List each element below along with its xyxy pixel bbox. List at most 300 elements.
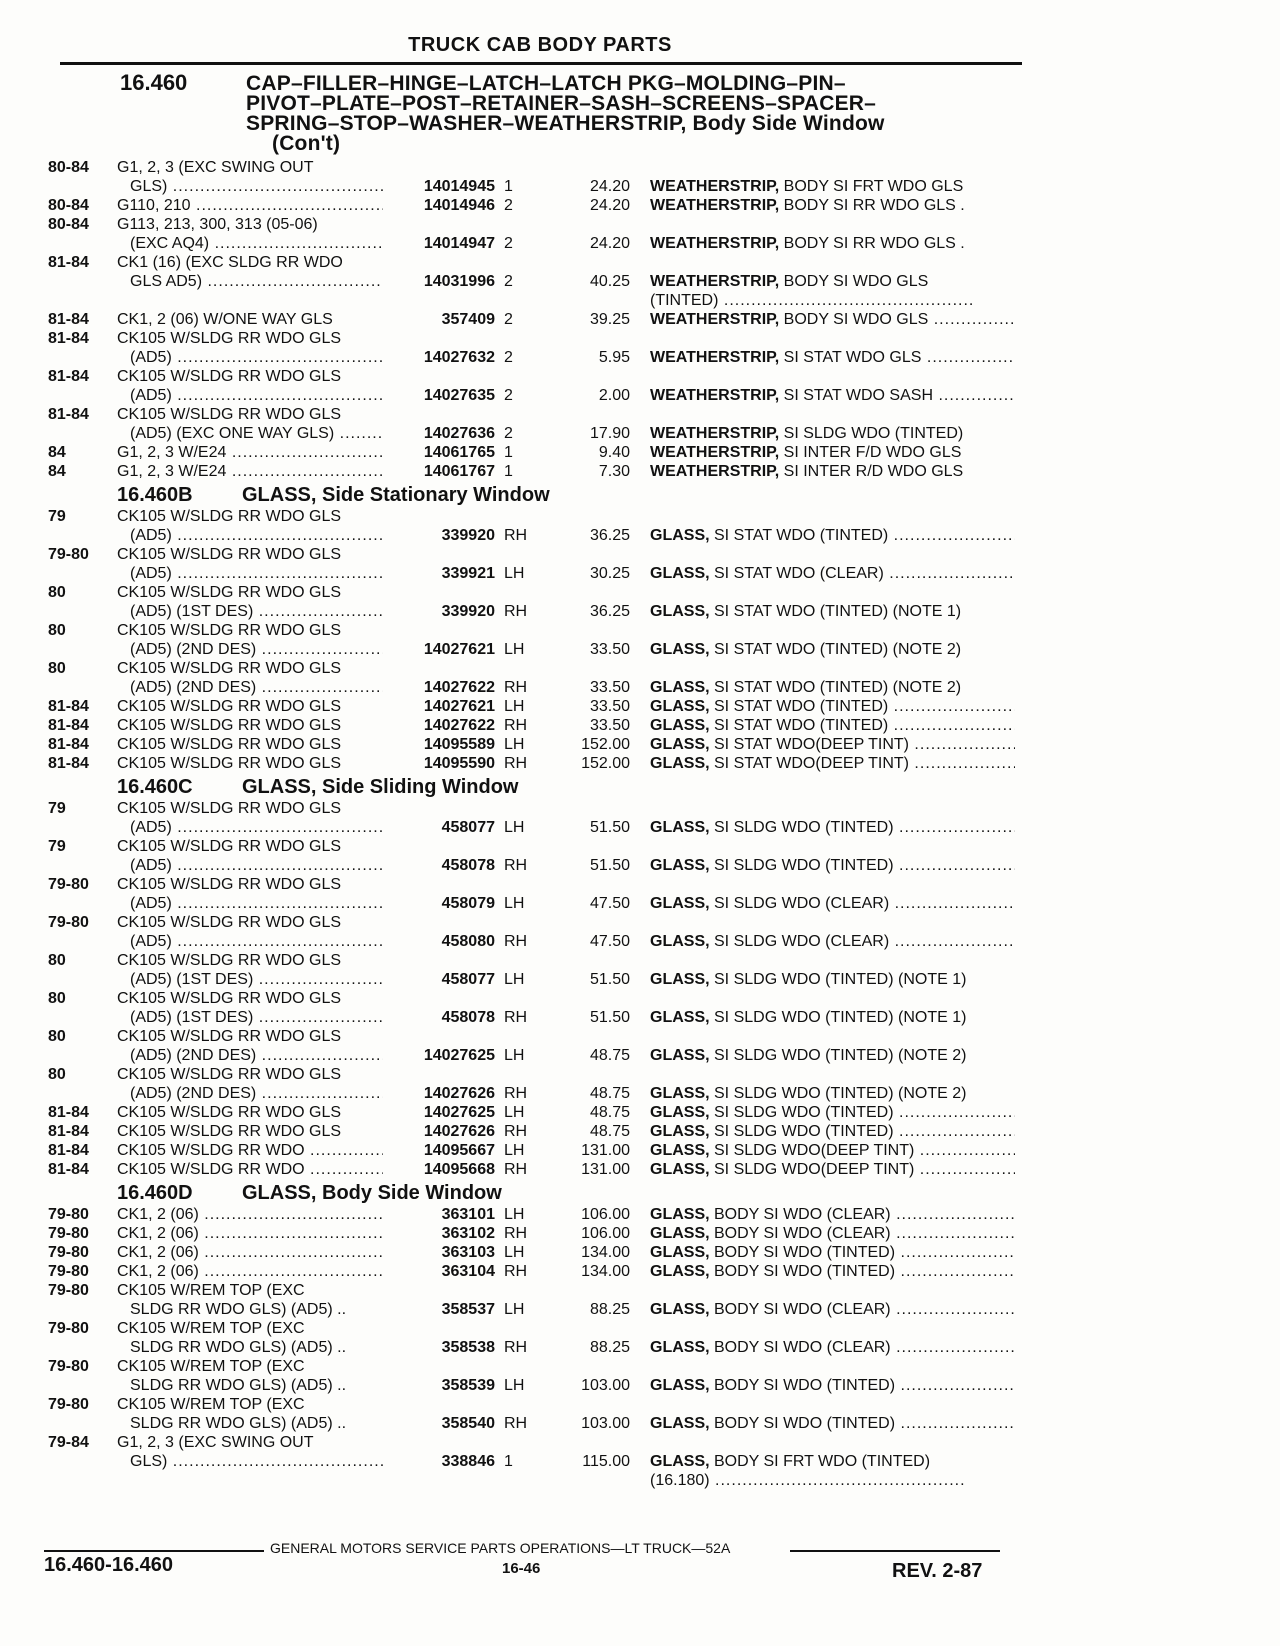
- application-description: (AD5) (2ND DES) .....: [130, 1046, 383, 1065]
- model-years: 80: [48, 1028, 66, 1045]
- quantity: LH: [504, 971, 525, 988]
- part-name: [650, 443, 1015, 462]
- part-name-detail: SI SLDG WDO(DEEP TINT): [709, 1142, 915, 1159]
- part-number: 363104: [441, 1263, 495, 1280]
- price: 48.75: [589, 1085, 630, 1102]
- quantity: LH: [504, 1047, 525, 1064]
- application-description: CK1, 2 (06) .....: [117, 1224, 383, 1243]
- application-description: CK1 (16) (EXC SLDG RR WDO: [117, 254, 343, 271]
- part-name-detail: BODY SI RR WDO GLS .: [779, 197, 965, 214]
- quantity: RH: [504, 1339, 528, 1356]
- application-description: G1, 2, 3 (EXC SWING OUT: [117, 1434, 314, 1451]
- part-row: [0, 1243, 1280, 1262]
- quantity: RH: [504, 1085, 528, 1102]
- model-years: 84: [48, 463, 66, 480]
- part-number: 14027622: [423, 679, 495, 696]
- application-description: (AD5) (2ND DES) .....: [130, 678, 383, 697]
- part-name-detail: SI STAT WDO(DEEP TINT): [709, 736, 909, 753]
- part-name-detail: BODY SI WDO (TINTED): [709, 1377, 896, 1394]
- quantity: RH: [504, 679, 528, 696]
- part-number: 358537: [441, 1301, 495, 1318]
- part-row: [0, 799, 1280, 818]
- part-row: [0, 1357, 1280, 1376]
- part-name-detail: SI SLDG WDO (TINTED) (NOTE 2): [709, 1085, 967, 1102]
- part-name: [650, 735, 1015, 754]
- part-row: [0, 1008, 1280, 1027]
- part-name-keyword: GLASS,: [650, 1142, 710, 1159]
- part-name-keyword: GLASS,: [650, 1244, 710, 1261]
- application-description: SLDG RR WDO GLS) (AD5) ..: [130, 1415, 347, 1432]
- part-name: [650, 1084, 1015, 1103]
- page-title: TRUCK CAB BODY PARTS: [408, 34, 672, 56]
- quantity: RH: [504, 1225, 528, 1242]
- part-name: [650, 697, 1015, 716]
- part-name-keyword: GLASS,: [650, 1123, 710, 1140]
- part-name: [650, 678, 1015, 697]
- application-description: G1, 2, 3 W/E24 .....: [117, 443, 383, 462]
- price: 48.75: [589, 1104, 630, 1121]
- subsection-title: GLASS, Side Sliding Window: [242, 776, 519, 798]
- application-description: CK105 W/SLDG RR WDO GLS: [117, 660, 342, 677]
- part-row: [0, 348, 1280, 367]
- subsection-code: 16.460D: [117, 1182, 193, 1204]
- price: 88.25: [589, 1339, 630, 1356]
- part-row: [0, 507, 1280, 526]
- model-years: 80-84: [48, 197, 89, 214]
- part-name: [650, 1224, 1015, 1243]
- part-row: [0, 545, 1280, 564]
- part-number: 458077: [441, 819, 495, 836]
- subsection-heading: [0, 773, 1280, 799]
- application-description: CK105 W/SLDG RR WDO GLS: [117, 508, 342, 525]
- model-years: 79: [48, 838, 66, 855]
- part-row: [0, 989, 1280, 1008]
- part-name-detail: SI SLDG WDO (TINTED) (NOTE 1): [709, 971, 967, 988]
- part-number: 14095668: [423, 1161, 495, 1178]
- application-description: CK105 W/SLDG RR WDO GLS: [117, 990, 342, 1007]
- part-name-keyword: WEATHERSTRIP,: [650, 387, 780, 404]
- part-row: [0, 1141, 1280, 1160]
- part-name: [650, 1141, 1015, 1160]
- header-rule: [60, 62, 1022, 65]
- quantity: 2: [504, 235, 513, 252]
- model-years: 79-80: [48, 914, 89, 931]
- part-number: 14027621: [423, 641, 495, 658]
- subsection-title: GLASS, Side Stationary Window: [242, 484, 550, 506]
- part-number: 458079: [441, 895, 495, 912]
- application-description: (AD5) (1ST DES) .....: [130, 970, 383, 989]
- part-name-detail: SI SLDG WDO (TINTED) (NOTE 2): [709, 1047, 967, 1064]
- part-row: [0, 1414, 1280, 1433]
- part-name-keyword: GLASS,: [650, 755, 710, 772]
- application-description: CK105 W/SLDG RR WDO GLS: [117, 876, 342, 893]
- subsection-heading: [0, 481, 1280, 507]
- application-description: CK105 W/SLDG RR WDO GLS: [117, 584, 342, 601]
- application-description: CK105 W/REM TOP (EXC: [117, 1358, 305, 1375]
- part-name-keyword: GLASS,: [650, 1263, 710, 1280]
- part-name-keyword: GLASS,: [650, 1161, 710, 1178]
- part-name-detail: SI SLDG WDO (TINTED): [709, 857, 894, 874]
- part-row: [0, 386, 1280, 405]
- application-description: G1, 2, 3 (EXC SWING OUT: [117, 159, 314, 176]
- part-name-detail: SI INTER R/D WDO GLS: [779, 463, 964, 480]
- part-name-detail: BODY SI WDO (TINTED): [709, 1415, 896, 1432]
- price: 152.00: [581, 755, 630, 772]
- application-description: SLDG RR WDO GLS) (AD5) ..: [130, 1339, 347, 1356]
- part-row: [0, 837, 1280, 856]
- part-name-keyword: GLASS,: [650, 1339, 710, 1356]
- part-row: [0, 1471, 1280, 1490]
- part-number: 357409: [441, 311, 495, 328]
- application-description: CK105 W/SLDG RR WDO .....: [117, 1141, 383, 1160]
- part-name: [650, 291, 1015, 310]
- price: 30.25: [589, 565, 630, 582]
- application-description: (AD5) .....: [130, 856, 383, 875]
- price: 24.20: [589, 197, 630, 214]
- part-name-keyword: WEATHERSTRIP,: [650, 463, 780, 480]
- part-name: [650, 1122, 1015, 1141]
- part-name: [650, 1300, 1015, 1319]
- model-years: 81-84: [48, 254, 89, 271]
- footer-rule: [44, 1550, 264, 1552]
- quantity: RH: [504, 717, 528, 734]
- part-name: [650, 348, 1015, 367]
- application-description: CK105 W/REM TOP (EXC: [117, 1396, 305, 1413]
- part-name-keyword: GLASS,: [650, 1085, 710, 1102]
- price: 36.25: [589, 527, 630, 544]
- part-name: [650, 1243, 1015, 1262]
- model-years: 80: [48, 990, 66, 1007]
- quantity: RH: [504, 1263, 528, 1280]
- part-name: [650, 1103, 1015, 1122]
- part-name-keyword: WEATHERSTRIP,: [650, 444, 780, 461]
- section-title-line: SPRING–STOP–WASHER–WEATHERSTRIP, Body Side Window: [246, 112, 885, 135]
- part-number: 14014947: [423, 235, 495, 252]
- part-number: 14095667: [423, 1142, 495, 1159]
- model-years: 81-84: [48, 406, 89, 423]
- price: 48.75: [589, 1047, 630, 1064]
- part-row: [0, 875, 1280, 894]
- model-years: 80-84: [48, 159, 89, 176]
- quantity: RH: [504, 933, 528, 950]
- parts-list: [0, 158, 1280, 1490]
- price: 5.95: [598, 349, 630, 366]
- part-number: 363102: [441, 1225, 495, 1242]
- subsection-code: 16.460C: [117, 776, 193, 798]
- part-name-keyword: GLASS,: [650, 1104, 710, 1121]
- part-name: [650, 602, 1015, 621]
- quantity: RH: [504, 527, 528, 544]
- part-number: 458080: [441, 933, 495, 950]
- part-row: [0, 424, 1280, 443]
- footer-rule: [790, 1550, 1000, 1552]
- model-years: 81-84: [48, 717, 89, 734]
- part-name-detail: BODY SI WDO GLS: [779, 311, 929, 328]
- application-description: CK1, 2 (06) .....: [117, 1262, 383, 1281]
- part-name-keyword: GLASS,: [650, 736, 710, 753]
- price: 33.50: [589, 717, 630, 734]
- part-number: 14027635: [423, 387, 495, 404]
- part-name-keyword: WEATHERSTRIP,: [650, 311, 780, 328]
- application-description: SLDG RR WDO GLS) (AD5) ..: [130, 1377, 347, 1394]
- part-row: [0, 253, 1280, 272]
- part-name: [650, 1046, 1015, 1065]
- model-years: 81-84: [48, 1104, 89, 1121]
- part-row: [0, 1452, 1280, 1471]
- model-years: 80: [48, 584, 66, 601]
- part-row: [0, 678, 1280, 697]
- price: 103.00: [581, 1415, 630, 1432]
- application-description: G113, 213, 300, 313 (05-06): [117, 216, 318, 233]
- application-description: CK105 W/SLDG RR WDO .....: [117, 1160, 383, 1179]
- application-description: CK105 W/REM TOP (EXC: [117, 1320, 305, 1337]
- part-name-keyword: GLASS,: [650, 1415, 710, 1432]
- quantity: LH: [504, 1104, 525, 1121]
- part-number: 363103: [441, 1244, 495, 1261]
- quantity: 1: [504, 463, 513, 480]
- quantity: LH: [504, 1206, 525, 1223]
- part-name-detail: SI STAT WDO (TINTED): [709, 527, 889, 544]
- part-row: [0, 640, 1280, 659]
- price: 134.00: [581, 1244, 630, 1261]
- part-name-keyword: GLASS,: [650, 565, 710, 582]
- part-number: 458078: [441, 857, 495, 874]
- model-years: 80: [48, 952, 66, 969]
- part-row: [0, 659, 1280, 678]
- application-description: (AD5) (EXC ONE WAY GLS) .....: [130, 424, 383, 443]
- price: 36.25: [589, 603, 630, 620]
- application-description: (AD5) (1ST DES) .....: [130, 602, 383, 621]
- part-name-keyword: GLASS,: [650, 971, 710, 988]
- price: 115.00: [582, 1453, 630, 1470]
- part-number: 14027622: [423, 717, 495, 734]
- application-description: CK1, 2 (06) .....: [117, 1243, 383, 1262]
- part-name: [650, 856, 1015, 875]
- part-name-detail: SI SLDG WDO (TINTED) (NOTE 1): [709, 1009, 967, 1026]
- model-years: 80: [48, 1066, 66, 1083]
- part-name: [650, 894, 1015, 913]
- part-name-detail: BODY SI FRT WDO (TINTED): [709, 1453, 931, 1470]
- part-name-keyword: GLASS,: [650, 1206, 710, 1223]
- model-years: 81-84: [48, 368, 89, 385]
- part-row: [0, 1103, 1280, 1122]
- part-name: [650, 754, 1015, 773]
- model-years: 79-80: [48, 1263, 89, 1280]
- application-description: CK105 W/SLDG RR WDO GLS: [117, 717, 342, 734]
- price: 9.40: [598, 444, 630, 461]
- part-number: 14061767: [423, 463, 495, 480]
- model-years: 81-84: [48, 311, 89, 328]
- part-name: [650, 716, 1015, 735]
- part-name-detail: SI STAT WDO (TINTED): [709, 717, 889, 734]
- part-number: 363101: [441, 1206, 495, 1223]
- part-row: [0, 1262, 1280, 1281]
- part-number: 339921: [441, 565, 495, 582]
- price: 51.50: [589, 819, 630, 836]
- quantity: LH: [504, 565, 525, 582]
- quantity: 1: [504, 178, 513, 195]
- quantity: RH: [504, 755, 528, 772]
- application-description: CK105 W/REM TOP (EXC: [117, 1282, 305, 1299]
- price: 88.25: [589, 1301, 630, 1318]
- model-years: 79-80: [48, 1320, 89, 1337]
- part-name-keyword: GLASS,: [650, 603, 710, 620]
- price: 131.00: [581, 1142, 630, 1159]
- application-description: CK105 W/SLDG RR WDO GLS: [117, 800, 342, 817]
- part-row: [0, 367, 1280, 386]
- part-row: [0, 526, 1280, 545]
- application-description: (EXC AQ4) .....: [130, 234, 383, 253]
- part-name-detail: BODY SI WDO GLS: [779, 273, 929, 290]
- part-name-keyword: GLASS,: [650, 527, 710, 544]
- application-description: (AD5) .....: [130, 526, 383, 545]
- part-row: [0, 1300, 1280, 1319]
- part-name: [650, 177, 1015, 196]
- section-title-line: PIVOT–PLATE–POST–RETAINER–SASH–SCREENS–SPACER–: [246, 92, 877, 115]
- part-name-detail: SI SLDG WDO (TINTED): [779, 425, 964, 442]
- part-number: 14014946: [423, 197, 495, 214]
- part-name-detail: SI SLDG WDO (CLEAR): [709, 895, 890, 912]
- part-name-keyword: GLASS,: [650, 698, 710, 715]
- part-name: [650, 640, 1015, 659]
- price: 48.75: [589, 1123, 630, 1140]
- part-name-detail: (TINTED): [650, 292, 719, 309]
- part-name-detail: SI STAT WDO (TINTED) (NOTE 2): [709, 679, 962, 696]
- application-description: (AD5) (2ND DES) .....: [130, 1084, 383, 1103]
- application-description: CK1, 2 (06) W/ONE WAY GLS: [117, 311, 333, 328]
- part-number: 339920: [441, 603, 495, 620]
- part-name-detail: SI STAT WDO (TINTED): [709, 698, 889, 715]
- quantity: RH: [504, 1009, 528, 1026]
- quantity: 2: [504, 311, 513, 328]
- price: 33.50: [589, 641, 630, 658]
- part-name-keyword: WEATHERSTRIP,: [650, 178, 780, 195]
- part-name-detail: SI INTER F/D WDO GLS: [779, 444, 962, 461]
- part-number: 14027636: [423, 425, 495, 442]
- application-description: G1, 2, 3 W/E24 .....: [117, 462, 383, 481]
- application-description: CK105 W/SLDG RR WDO GLS: [117, 755, 342, 772]
- price: 134.00: [581, 1263, 630, 1280]
- quantity: 2: [504, 387, 513, 404]
- part-number: 358540: [441, 1415, 495, 1432]
- part-name: [650, 310, 1015, 329]
- price: 39.25: [589, 311, 630, 328]
- part-name-detail: SI SLDG WDO (CLEAR): [709, 933, 890, 950]
- part-row: [0, 621, 1280, 640]
- model-years: 80: [48, 622, 66, 639]
- part-row: [0, 932, 1280, 951]
- part-name: [650, 932, 1015, 951]
- part-row: [0, 196, 1280, 215]
- application-description: (AD5) .....: [130, 894, 383, 913]
- part-number: 458078: [441, 1009, 495, 1026]
- part-row: [0, 1160, 1280, 1179]
- part-number: 458077: [441, 971, 495, 988]
- part-name: [650, 1160, 1015, 1179]
- part-name-detail: BODY SI WDO (TINTED): [709, 1263, 896, 1280]
- application-description: CK105 W/SLDG RR WDO GLS: [117, 736, 342, 753]
- quantity: LH: [504, 698, 525, 715]
- part-number: 339920: [441, 527, 495, 544]
- model-years: 81-84: [48, 1142, 89, 1159]
- price: 24.20: [589, 235, 630, 252]
- part-number: 14095590: [423, 755, 495, 772]
- quantity: RH: [504, 857, 528, 874]
- part-row: [0, 913, 1280, 932]
- part-name-detail: BODY SI WDO (CLEAR): [709, 1301, 891, 1318]
- model-years: 80-84: [48, 216, 89, 233]
- quantity: 1: [504, 1453, 513, 1470]
- model-years: 81-84: [48, 698, 89, 715]
- revision-date: REV. 2-87: [892, 1560, 983, 1582]
- quantity: RH: [504, 1161, 528, 1178]
- part-number: 14027632: [423, 349, 495, 366]
- part-row: [0, 1319, 1280, 1338]
- part-row: [0, 272, 1280, 291]
- part-row: [0, 818, 1280, 837]
- part-name-detail: BODY SI WDO (CLEAR): [709, 1339, 891, 1356]
- part-row: [0, 1084, 1280, 1103]
- part-name-keyword: GLASS,: [650, 895, 710, 912]
- part-name-keyword: GLASS,: [650, 717, 710, 734]
- quantity: 2: [504, 349, 513, 366]
- part-name-keyword: WEATHERSTRIP,: [650, 425, 780, 442]
- quantity: 1: [504, 444, 513, 461]
- part-row: [0, 1338, 1280, 1357]
- quantity: RH: [504, 1123, 528, 1140]
- quantity: LH: [504, 895, 525, 912]
- price: 152.00: [581, 736, 630, 753]
- price: 33.50: [589, 679, 630, 696]
- price: 7.30: [598, 463, 630, 480]
- application-description: CK105 W/SLDG RR WDO GLS: [117, 546, 342, 563]
- quantity: LH: [504, 1301, 525, 1318]
- part-name-detail: SI SLDG WDO (TINTED): [709, 819, 894, 836]
- quantity: LH: [504, 1142, 525, 1159]
- application-description: CK105 W/SLDG RR WDO GLS: [117, 1028, 342, 1045]
- part-name: [650, 234, 1015, 253]
- application-description: GLS) .....: [130, 1452, 383, 1471]
- application-description: CK105 W/SLDG RR WDO GLS: [117, 952, 342, 969]
- price: 51.50: [589, 857, 630, 874]
- model-years: 79-80: [48, 876, 89, 893]
- part-number: 14027625: [423, 1047, 495, 1064]
- part-row: [0, 894, 1280, 913]
- footer-publisher: GENERAL MOTORS SERVICE PARTS OPERATIONS—LT TRUCK—52A: [270, 1540, 731, 1556]
- application-description: (AD5) .....: [130, 348, 383, 367]
- price: 33.50: [589, 698, 630, 715]
- part-row: [0, 1376, 1280, 1395]
- part-name-detail: SI STAT WDO(DEEP TINT): [709, 755, 909, 772]
- price: 24.20: [589, 178, 630, 195]
- application-description: (AD5) .....: [130, 818, 383, 837]
- part-name: [650, 1262, 1015, 1281]
- part-name-keyword: GLASS,: [650, 1225, 710, 1242]
- part-number: 14061765: [423, 444, 495, 461]
- model-years: 79-80: [48, 1206, 89, 1223]
- part-row: [0, 1065, 1280, 1084]
- part-name-keyword: WEATHERSTRIP,: [650, 235, 780, 252]
- part-name-keyword: GLASS,: [650, 857, 710, 874]
- subsection-heading: [0, 1179, 1280, 1205]
- quantity: LH: [504, 819, 525, 836]
- section-code: 16.460: [120, 70, 188, 95]
- part-name-keyword: GLASS,: [650, 1377, 710, 1394]
- price: 2.00: [598, 387, 630, 404]
- footer-section-range: 16.460-16.460: [44, 1554, 174, 1576]
- part-name-detail: SI STAT WDO GLS: [779, 349, 922, 366]
- part-row: [0, 158, 1280, 177]
